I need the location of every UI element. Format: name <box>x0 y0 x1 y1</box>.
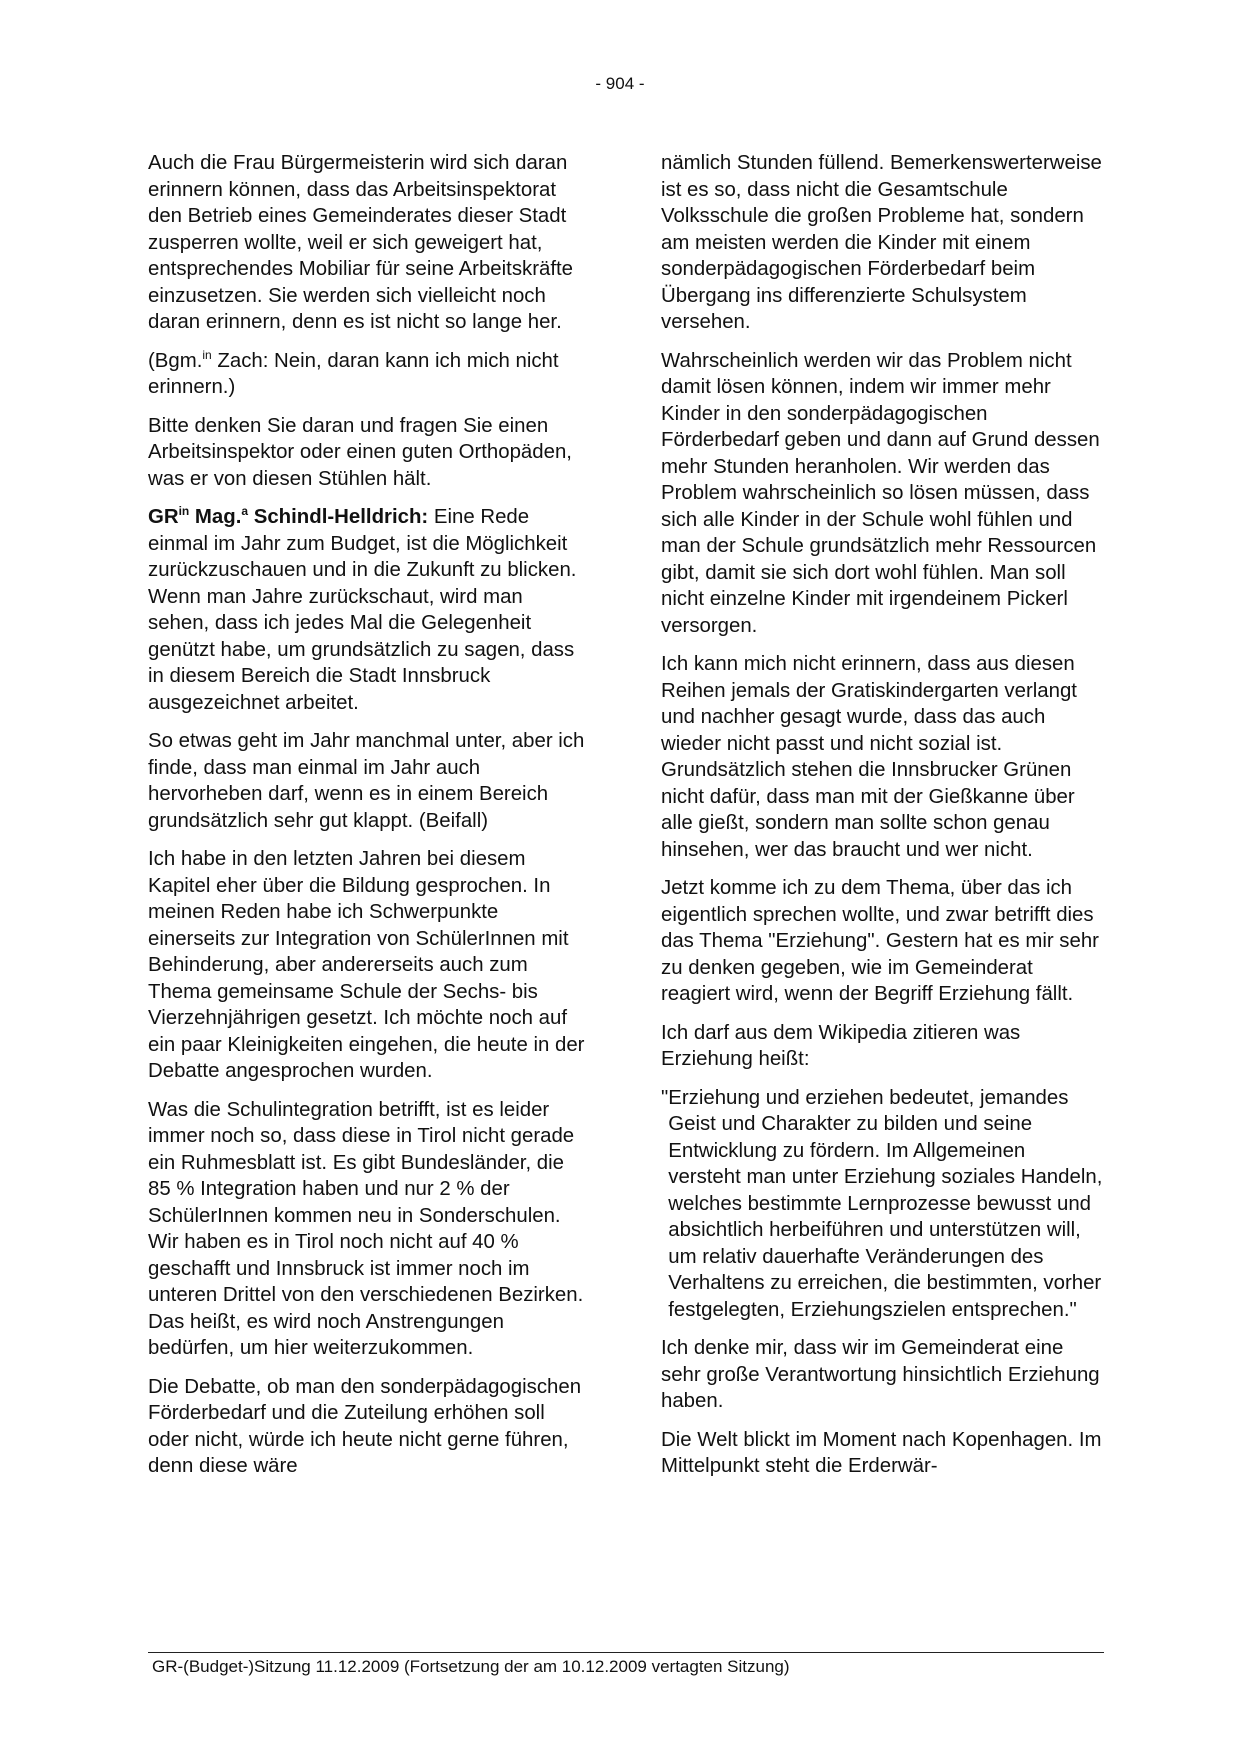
footer-rule <box>148 1652 1104 1653</box>
interjection-text: Zach: Nein, daran kann ich mich nicht erinnern.) <box>148 349 559 398</box>
paragraph: nämlich Stunden füllend. Bemerkenswerterweise ist es so, dass nicht die Gesamtschule Volksschule die großen Probleme hat, sondern am meisten werden die Kinder mit einem sonderpädagogischen Förderbedarf beim Übergang ins differenzierte Schulsystem versehen. <box>661 152 1102 333</box>
right-column <box>661 150 1103 1492</box>
speaker-paragraph <box>148 504 588 716</box>
speaker-text: Eine Rede einmal im Jahr zum Budget, ist die Möglichkeit zurückzuschauen und in die Zukunft zu blicken. Wenn man Jahre zurückschaut, wird man sehen, dass ich jedes Mal die Gelegenheit genützt habe, um grundsätzlich zu sagen, dass in diesem Bereich die Stadt Innsbruck ausgezeichnet arbeitet. <box>148 506 577 714</box>
paragraph: Die Welt blickt im Moment nach Kopenhagen. Im Mittelpunkt steht die Erderwär- <box>661 1428 1102 1477</box>
footer: GR-(Budget-)Sitzung 11.12.2009 (Fortsetzung der am 10.12.2009 vertagten Sitzung) <box>152 1657 790 1676</box>
paragraph: Auch die Frau Bürgermeisterin wird sich daran erinnern können, dass das Arbeitsinspektorat den Betrieb eines Gemeinderates dieser Stadt zusperren wollte, weil er sich geweigert hat, entsprechendes Mobiliar für seine Arbeitskräfte einzusetzen. Sie werden sich vielleicht noch daran erinnern, denn es ist nicht so lange her. <box>148 152 574 333</box>
paragraph: So etwas geht im Jahr manchmal unter, aber ich finde, dass man einmal im Jahr auch hervorheben darf, wenn es in einem Bereich grundsätzlich sehr gut klappt. (Beifall) <box>148 730 585 832</box>
speaker-gr: GR <box>148 506 179 528</box>
paragraph: Ich darf aus dem Wikipedia zitieren was Erziehung heißt: <box>661 1021 1021 1070</box>
paragraph: Was die Schulintegration betrifft, ist es leider immer noch so, dass diese in Tirol nicht gerade ein Ruhmesblatt ist. Es gibt Bundesländer, die 85 % Integration haben und nur 2 % der SchülerInnen kommen neu in Sonderschulen. Wir haben es in Tirol noch nicht auf 40 % geschafft und Innsbruck ist immer noch im unteren Drittel von den verschiedenen Bezirken. Das heißt, es wird noch Anstrengungen bedürfen, um hier weiterzukommen. <box>148 1098 584 1359</box>
left-column <box>148 150 588 1492</box>
speaker-mag: Mag. <box>189 506 242 528</box>
quote-text: Erziehung und erziehen bedeutet, jemandes Geist und Charakter zu bilden und seine Entwicklung zu fördern. Im Allgemeinen versteht man unter Erziehung soziales Handeln, welches bestimmte Lernprozesse bewusst und absichtlich herbeiführen und unterstützen will, um relativ dauerhafte Veränderungen des Verhaltens zu erreichen, die bestimmten, vorher festgelegten, Erziehungszielen entsprechen." <box>668 1086 1103 1321</box>
speaker-gr-superscript: in <box>178 504 190 518</box>
paragraph: Ich habe in den letzten Jahren bei diesem Kapitel eher über die Bildung gesprochen. In meinen Reden habe ich Schwerpunkte einerseits zur Integration von SchülerInnen mit Behinderung, aber andererseits auch zum Thema gemeinsame Schule der Sechs- bis Vierzehnjährigen gesetzt. Ich möchte noch auf ein paar Kleinigkeiten eingehen, die heute in der Debatte angesprochen wurden. <box>148 848 585 1082</box>
quotation <box>661 1085 1103 1324</box>
interjection <box>148 348 588 401</box>
speaker-title <box>148 506 428 528</box>
paragraph: Die Debatte, ob man den sonderpädagogischen Förderbedarf und die Zuteilung erhöhen soll oder nicht, würde ich heute nicht gerne führen, denn diese wäre <box>148 1375 582 1477</box>
interjection-prefix: (Bgm. <box>148 349 203 372</box>
speaker-mag-superscript: a <box>241 504 249 518</box>
quote-open-mark: " <box>661 1086 669 1109</box>
paragraph: Ich kann mich nicht erinnern, dass aus diesen Reihen jemals der Gratiskindergarten verlangt und nachher gesagt wurde, dass das auch wieder nicht passt und nicht sozial ist. Grundsätzlich stehen die Innsbrucker Grünen nicht dafür, dass man mit der Gießkanne über alle gießt, sondern man sollte schon genau hinsehen, wer das braucht und wer nicht. <box>661 653 1077 861</box>
paragraph: Jetzt komme ich zu dem Thema, über das ich eigentlich sprechen wollte, und zwar betrifft dies das Thema "Erziehung". Gestern hat es mir sehr zu denken gegeben, wie im Gemeinderat reagiert wird, wenn der Begriff Erziehung fällt. <box>661 877 1099 1005</box>
paragraph: Wahrscheinlich werden wir das Problem nicht damit lösen können, indem wir immer mehr Kinder in den sonderpädagogischen Förderbedarf geben und dann auf Grund dessen mehr Stunden heranholen. Wir werden das Problem wahrscheinlich so lösen müssen, dass sich alle Kinder in der Schule wohl fühlen und man der Schule grundsätzlich mehr Ressourcen gibt, damit sie sich dort wohl fühlen. Man soll nicht einzelne Kinder mit irgendeinem Pickerl versorgen. <box>661 349 1100 637</box>
page-number: - 904 - <box>595 74 645 93</box>
speaker-name: Schindl-Helldrich: <box>248 506 429 528</box>
interjection-superscript: in <box>202 347 212 362</box>
paragraph: Bitte denken Sie daran und fragen Sie einen Arbeitsinspektor oder einen guten Orthopäden, was er von diesen Stühlen hält. <box>148 414 572 490</box>
paragraph: Ich denke mir, dass wir im Gemeinderat eine sehr große Verantwortung hinsichtlich Erziehung haben. <box>661 1337 1100 1412</box>
